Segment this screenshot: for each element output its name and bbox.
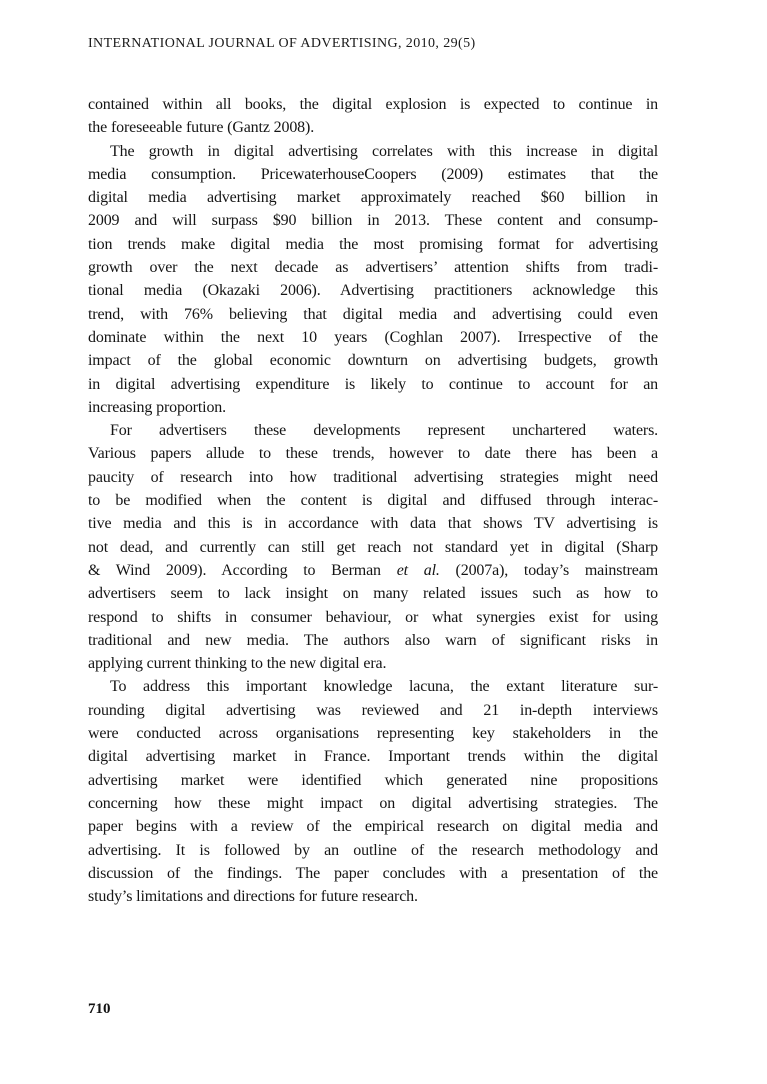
text-line: advertising. It is followed by an outline of the research methodology and xyxy=(88,841,658,859)
text-line: discussion of the findings. The paper concludes with a presentation of the xyxy=(88,864,658,882)
text-line: traditional and new media. The authors also warn of significant risks in xyxy=(88,631,658,649)
text-line: respond to shifts in consumer behaviour, or what synergies exist for using xyxy=(88,608,658,626)
text-segment: & Wind 2009). According to Berman xyxy=(88,561,397,579)
text-line: growth over the next decade as advertisers’ attention shifts from tradi- xyxy=(88,259,658,277)
text-line: advertisers seem to lack insight on many related issues such as how to xyxy=(88,585,658,603)
text-line: For advertisers these developments represent unchartered waters. xyxy=(110,422,658,440)
text-line: paucity of research into how traditional advertising strategies might need xyxy=(88,468,658,486)
text-line: contained within all books, the digital explosion is expected to continue in xyxy=(88,96,658,113)
text-line: paper begins with a review of the empirical research on digital media and xyxy=(88,818,658,836)
journal-header: INTERNATIONAL JOURNAL OF ADVERTISING, 2010, 29(5) xyxy=(88,36,476,51)
italic-text-segment: et al. xyxy=(396,561,440,579)
page-number: 710 xyxy=(88,1001,111,1017)
text-line: digital advertising market in France. Important trends within the digital xyxy=(88,748,658,766)
text-line: rounding digital advertising was reviewed and 21 in-depth interviews xyxy=(88,701,658,719)
text-line: tion trends make digital media the most promising format for advertising xyxy=(88,235,658,253)
text-line: to be modified when the content is digital and diffused through interac- xyxy=(88,492,658,510)
text-line: To address this important knowledge lacuna, the extant literature sur- xyxy=(110,678,658,696)
text-line: the foreseeable future (Gantz 2008). xyxy=(88,119,315,137)
article-body xyxy=(88,93,658,908)
text-line: dominate within the next 10 years (Coghlan 2007). Irrespective of the xyxy=(88,328,658,346)
text-line: impact of the global economic downturn on advertising budgets, growth xyxy=(88,352,658,370)
text-line: concerning how these might impact on digital advertising strategies. The xyxy=(88,794,658,812)
text-line xyxy=(88,559,658,582)
text-line: applying current thinking to the new digital era. xyxy=(88,655,387,673)
text-line: trend, with 76% believing that digital media and advertising could even xyxy=(88,305,658,323)
text-line: were conducted across organisations representing key stakeholders in the xyxy=(88,725,658,743)
text-line: study’s limitations and directions for future research. xyxy=(88,888,418,906)
text-line: Various papers allude to these trends, however to date there has been a xyxy=(88,445,658,463)
text-line: increasing proportion. xyxy=(88,398,226,416)
text-line: tional media (Okazaki 2006). Advertising practitioners acknowledge this xyxy=(88,282,658,300)
text-line: digital media advertising market approximately reached $60 billion in xyxy=(88,189,658,207)
text-segment: (2007a), today’s mainstream xyxy=(439,561,658,579)
text-line: The growth in digital advertising correlates with this increase in digital xyxy=(110,142,658,160)
text-line: advertising market were identified which generated nine propositions xyxy=(88,771,658,789)
text-line: in digital advertising expenditure is likely to continue to account for an xyxy=(88,375,658,393)
text-line: not dead, and currently can still get reach not standard yet in digital (Sharp xyxy=(88,538,658,556)
text-line: media consumption. PricewaterhouseCoopers (2009) estimates that the xyxy=(88,165,658,183)
text-line: tive media and this is in accordance with data that shows TV advertising is xyxy=(88,515,658,533)
text-line: 2009 and will surpass $90 billion in 2013. These content and consump- xyxy=(88,212,658,230)
